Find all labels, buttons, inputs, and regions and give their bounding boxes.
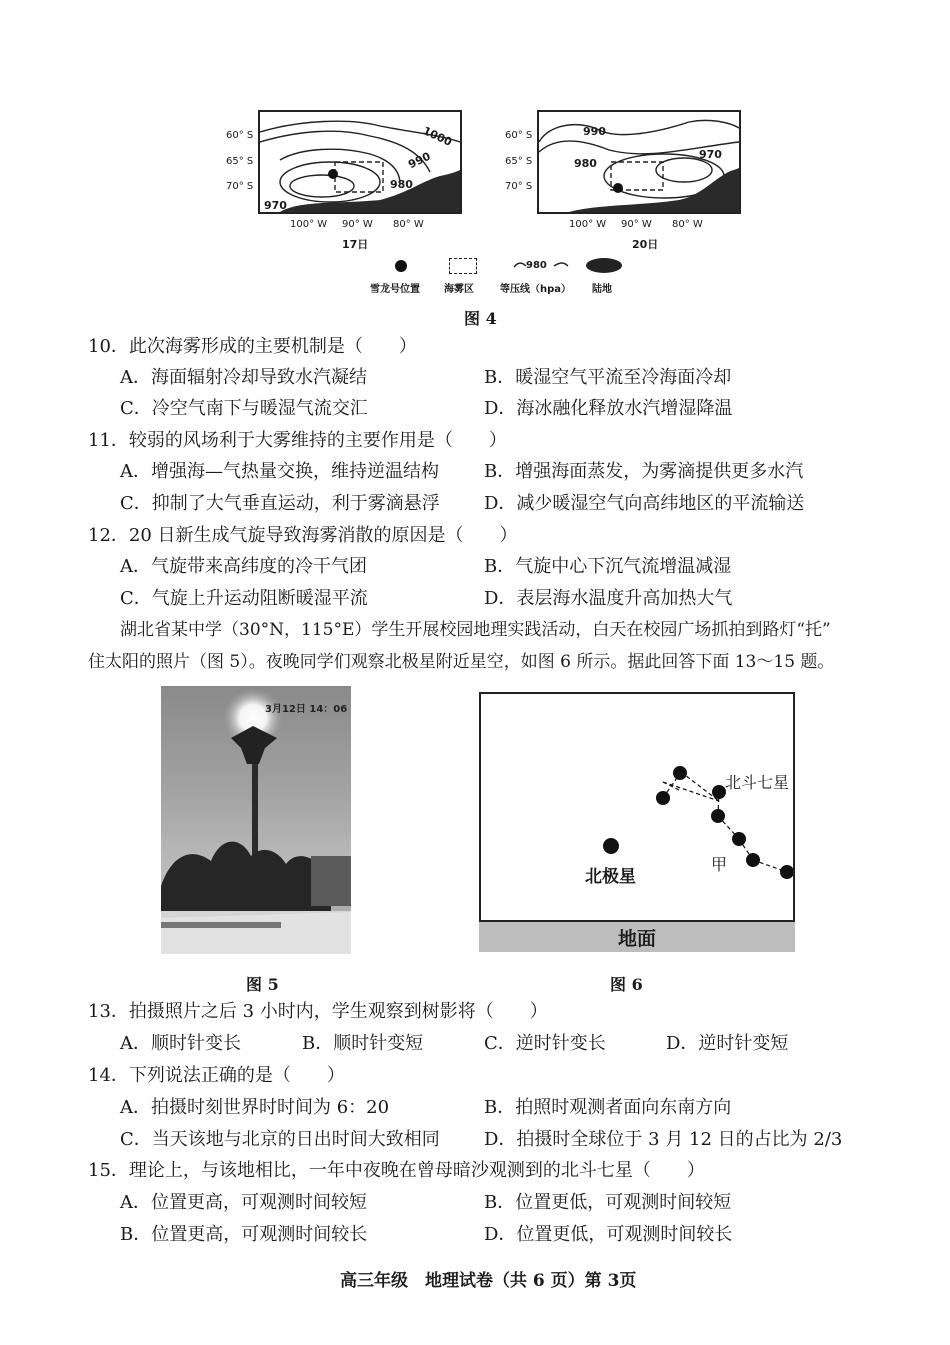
option-a: A．气旋带来高纬度的冷干气团 — [120, 556, 367, 577]
land-icon — [586, 258, 622, 273]
star — [656, 791, 670, 805]
option-c: C．抑制了大气垂直运动，利于雾滴悬浮 — [120, 493, 440, 514]
lon-tick: 100° W — [569, 219, 607, 230]
option-c: C．冷空气南下与暖湿气流交汇 — [120, 398, 368, 419]
star — [780, 865, 793, 879]
streetlamp-scene — [161, 686, 351, 954]
option-d: D．拍摄时全球位于 3 月 12 日的占比为 2/3 — [484, 1129, 843, 1150]
isobar-sample-icon — [512, 258, 572, 274]
figure-6-star-chart — [479, 692, 795, 950]
photo-timestamp: 3月12日 14：06 — [265, 704, 348, 715]
pressure-map-17 — [258, 110, 462, 214]
question-stem: 15．理论上，与该地相比，一年中夜晚在曾母暗沙观测到的北斗七星（ ） — [88, 1160, 705, 1181]
polaris-star — [603, 838, 619, 854]
option-b: B．气旋中心下沉气流增温减湿 — [484, 556, 732, 577]
isobar-label: 990 — [583, 125, 606, 138]
option-b: B．位置更低，可观测时间较短 — [484, 1192, 732, 1213]
question-stem: 11．较弱的风场利于大雾维持的主要作用是（ ） — [88, 430, 507, 451]
page-footer: 高三年级 地理试卷（共 6 页）第 3页 — [340, 1271, 637, 1291]
option-a: A．位置更高，可观测时间较短 — [120, 1192, 367, 1213]
option-a: A．增强海—气热量交换，维持逆温结构 — [120, 461, 439, 482]
isobar-label: 980 — [390, 178, 413, 191]
isobar-label: 970 — [699, 148, 722, 161]
legend-ship: 雪龙号位置 — [370, 284, 420, 295]
option-b: B．暖湿空气平流至冷海面冷却 — [484, 367, 732, 388]
star-jia-label: 甲 — [711, 855, 728, 874]
option-a: A．顺时针变长 — [120, 1033, 241, 1054]
lon-tick: 100° W — [290, 219, 328, 230]
fog-area-icon — [449, 258, 477, 274]
ground-band — [479, 920, 795, 952]
star — [732, 832, 746, 846]
lon-tick: 80° W — [672, 219, 703, 230]
figure-5-photo — [161, 686, 351, 954]
lat-tick: 70° S — [505, 181, 533, 192]
intro-line-2: 住太阳的照片（图 5）。夜晚同学们观察北极星附近星空，如图 6 所示。据此回答下面 13～15 题。 — [88, 652, 835, 672]
big-dipper-label: 北斗七星 — [725, 773, 790, 792]
question-stem: 13．拍摄照片之后 3 小时内，学生观察到树影将（ ） — [88, 1001, 548, 1022]
ship-marker-icon — [395, 260, 407, 272]
option-d: D．海冰融化释放水汽增湿降温 — [484, 398, 733, 419]
option-d: D．逆时针变短 — [666, 1033, 789, 1054]
lat-tick: 60° S — [226, 130, 254, 141]
figure-6-caption: 图 6 — [610, 975, 643, 994]
star — [711, 809, 725, 823]
lon-tick: 90° W — [342, 219, 373, 230]
map-date-20: 20日 — [632, 238, 659, 251]
lon-tick: 90° W — [621, 219, 652, 230]
option-d: D．表层海水温度升高加热大气 — [484, 588, 733, 609]
legend-land: 陆地 — [592, 284, 612, 295]
isobar-label: 970 — [264, 199, 287, 212]
star — [712, 785, 726, 799]
lat-tick: 65° S — [226, 156, 254, 167]
option-c: C．当天该地与北京的日出时间大致相同 — [120, 1129, 440, 1150]
option-a: A．海面辐射冷却导致水汽凝结 — [120, 367, 367, 388]
isobar-label: 1000 — [420, 124, 454, 149]
option-b: B．顺时针变短 — [302, 1033, 424, 1054]
option-c: C．逆时针变长 — [484, 1033, 606, 1054]
isobar-map-20-graphic — [539, 112, 739, 212]
lat-tick: 65° S — [505, 156, 533, 167]
map-date-17: 17日 — [342, 238, 369, 251]
star-field — [481, 694, 793, 920]
legend-fog: 海雾区 — [444, 284, 474, 295]
option-d: D．位置更低，可观测时间较长 — [484, 1224, 733, 1245]
figure-4-caption: 图 4 — [464, 309, 497, 328]
star — [673, 766, 687, 780]
lon-tick: 80° W — [393, 219, 424, 230]
option-b: B．增强海面蒸发，为雾滴提供更多水汽 — [484, 461, 804, 482]
option-d: D．减少暖湿空气向高纬地区的平流输送 — [484, 493, 805, 514]
pressure-map-20 — [537, 110, 741, 214]
ground-label: 地面 — [617, 927, 656, 950]
lat-tick: 70° S — [226, 181, 254, 192]
intro-line-1: 湖北省某中学（30°N，115°E）学生开展校园地理实践活动，白天在校园广场抓拍到路灯“托” — [120, 620, 831, 640]
option-b: B．拍照时观测者面向东南方向 — [484, 1097, 732, 1118]
legend-isobar: 等压线（hpa） — [500, 284, 572, 295]
lat-tick: 60° S — [505, 130, 533, 141]
isobar-label: 990 — [406, 149, 433, 172]
figure-5-caption: 图 5 — [246, 975, 279, 994]
option-a: A．拍摄时刻世界时时间为 6：20 — [120, 1097, 390, 1118]
isobar-sample-value: 980 — [526, 260, 547, 271]
star — [746, 853, 760, 867]
option-c: B．位置更高，可观测时间较长 — [120, 1224, 368, 1245]
polaris-label: 北极星 — [585, 867, 636, 887]
question-stem: 12．20 日新生成气旋导致海雾消散的原因是（ ） — [88, 525, 518, 546]
isobar-label: 980 — [574, 157, 597, 170]
option-c: C．气旋上升运动阻断暖湿平流 — [120, 588, 368, 609]
question-stem: 10．此次海雾形成的主要机制是（ ） — [88, 336, 417, 357]
question-stem: 14．下列说法正确的是（ ） — [88, 1065, 345, 1086]
